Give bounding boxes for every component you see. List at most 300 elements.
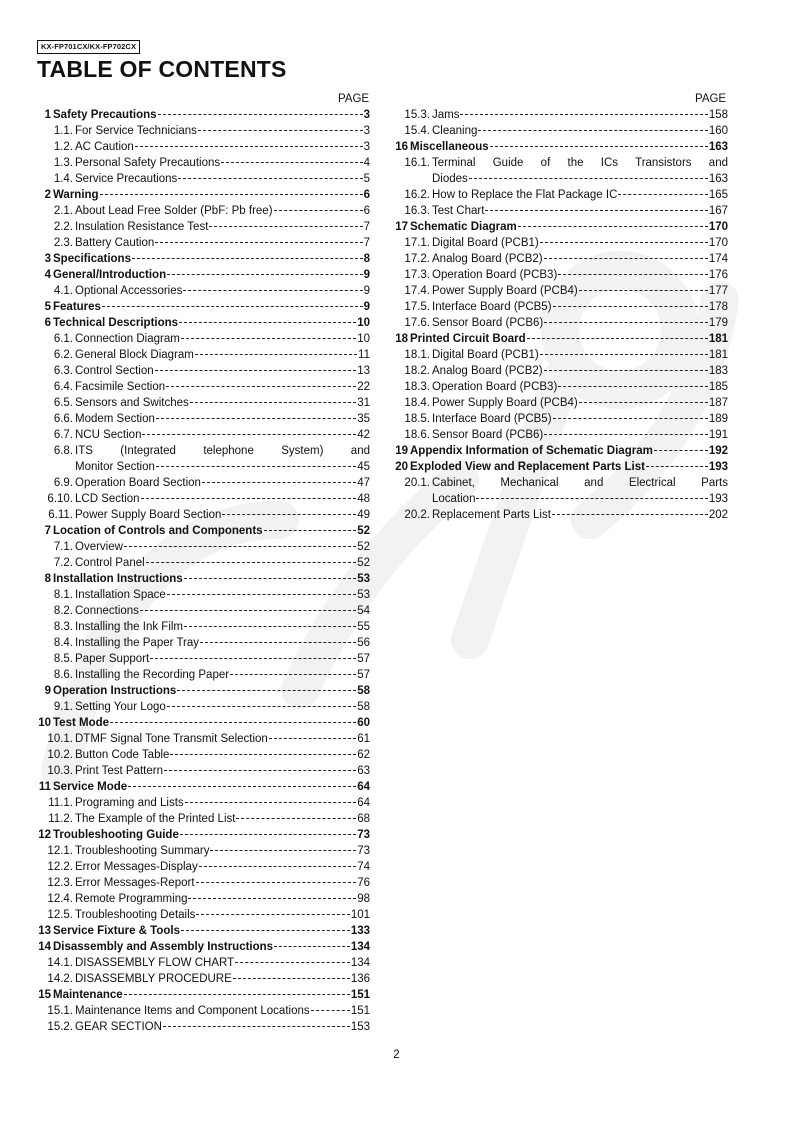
toc-number: 12.2. — [47, 861, 73, 873]
toc-section[interactable] — [37, 299, 370, 315]
toc-title: Sensor Board (PCB6) — [432, 317, 544, 329]
toc-page-number: 76 — [357, 877, 370, 889]
toc-title: Features — [53, 301, 101, 313]
toc-number: 2.2. — [53, 221, 73, 233]
toc-page-number: 101 — [350, 909, 370, 921]
toc-page-number: 35 — [357, 413, 370, 425]
toc-page-number: 53 — [357, 573, 370, 585]
toc-subsection[interactable] — [37, 379, 370, 395]
dot-leader — [200, 642, 356, 643]
toc-subsection[interactable] — [394, 315, 728, 331]
toc-subsection[interactable] — [394, 283, 728, 299]
toc-title: How to Replace the Flat Package IC — [432, 189, 618, 201]
toc-number: 17.5. — [404, 301, 430, 313]
toc-page-number: 61 — [357, 733, 370, 745]
dot-leader — [540, 242, 708, 243]
toc-number: 6.6. — [53, 413, 73, 425]
toc-title: The Example of the Printed List — [75, 813, 236, 825]
dot-leader — [478, 130, 707, 131]
toc-subsection[interactable] — [37, 139, 370, 155]
toc-title: Operation Instructions — [53, 685, 177, 697]
toc-page-number: 192 — [708, 445, 728, 457]
toc-section[interactable] — [37, 683, 370, 699]
toc-title: Setting Your Logo — [75, 701, 166, 713]
toc-page-number: 174 — [708, 253, 728, 265]
toc-subsection[interactable] — [394, 299, 728, 315]
toc-title: Cabinet, Mechanical and Electrical Parts — [432, 477, 728, 489]
model-number-tag: KX-FP701CX/KX-FP702CX — [37, 40, 140, 54]
toc-section[interactable] — [394, 219, 728, 235]
toc-number: 12.3. — [47, 877, 73, 889]
toc-subsection[interactable] — [37, 283, 370, 299]
toc-page-number: 133 — [350, 925, 370, 937]
dot-leader — [164, 770, 356, 771]
dot-leader — [170, 754, 356, 755]
dot-leader — [178, 178, 362, 179]
toc-title: General/Introduction — [53, 269, 167, 281]
toc-section[interactable] — [37, 267, 370, 283]
toc-title: Service Mode — [53, 781, 128, 793]
toc-number: 14.1. — [47, 957, 73, 969]
toc-subsection[interactable] — [37, 747, 370, 763]
toc-subsection[interactable] — [394, 235, 728, 251]
toc-subsection[interactable] — [37, 475, 370, 491]
toc-title: Jams — [432, 109, 460, 121]
toc-number: 15.2. — [47, 1021, 73, 1033]
toc-subsection[interactable] — [37, 971, 370, 987]
toc-number: 17.6. — [404, 317, 430, 329]
toc-title: Printed Circuit Board — [410, 333, 526, 345]
toc-subsection[interactable] — [394, 107, 728, 123]
toc-subsection[interactable] — [37, 427, 370, 443]
toc-subsection[interactable] — [37, 763, 370, 779]
toc-title: Service Precautions — [75, 173, 178, 185]
dot-leader — [469, 178, 708, 179]
toc-page-number: 3 — [363, 109, 370, 121]
toc-subsection[interactable] — [37, 507, 370, 523]
toc-title: DISASSEMBLY FLOW CHART — [75, 957, 235, 969]
toc-page-number: 163 — [708, 173, 728, 185]
toc-subsection[interactable] — [37, 491, 370, 507]
dot-leader — [544, 434, 708, 435]
toc-number: 7 — [44, 525, 51, 537]
dot-leader — [183, 290, 362, 291]
toc-number: 8.5. — [53, 653, 73, 665]
toc-subsection[interactable] — [394, 507, 728, 523]
dot-leader — [210, 850, 356, 851]
toc-title: Troubleshooting Summary — [75, 845, 210, 857]
toc-subsection[interactable] — [394, 267, 728, 283]
toc-page-number: 58 — [357, 685, 370, 697]
toc-page-number: 52 — [357, 557, 370, 569]
toc-number: 4.1. — [53, 285, 73, 297]
toc-subsection[interactable] — [394, 347, 728, 363]
toc-subsection[interactable] — [37, 891, 370, 907]
toc-page-number: 5 — [363, 173, 370, 185]
dot-leader — [646, 466, 708, 467]
toc-page-number: 153 — [350, 1021, 370, 1033]
toc-number: 6.7. — [53, 429, 73, 441]
toc-subsection[interactable] — [37, 235, 370, 251]
toc-title: Print Test Pattern — [75, 765, 163, 777]
toc-subsection[interactable] — [37, 539, 370, 555]
toc-subsection[interactable] — [37, 843, 370, 859]
toc-number: 14.2. — [47, 973, 73, 985]
toc-title: DISASSEMBLY PROCEDURE — [75, 973, 232, 985]
toc-page-number: 178 — [708, 301, 728, 313]
toc-number: 18.4. — [404, 397, 430, 409]
dot-leader — [128, 786, 356, 787]
toc-section[interactable] — [37, 523, 370, 539]
toc-subsection[interactable] — [37, 395, 370, 411]
toc-section[interactable] — [37, 251, 370, 267]
toc-section[interactable] — [37, 107, 370, 123]
toc-number: 13 — [38, 925, 51, 937]
dot-leader — [235, 962, 350, 963]
toc-page-number: 10 — [357, 333, 370, 345]
toc-subsection[interactable] — [394, 251, 728, 267]
toc-subsection[interactable] — [37, 907, 370, 923]
toc-title: Programing and Lists — [75, 797, 184, 809]
toc-title: Warning — [53, 189, 99, 201]
toc-title: Remote Programming — [75, 893, 188, 905]
toc-subsection[interactable] — [394, 155, 728, 187]
toc-page-number: 62 — [357, 749, 370, 761]
toc-subsection[interactable] — [37, 603, 370, 619]
toc-title: Error Messages-Display — [75, 861, 198, 873]
toc-number: 9.1. — [53, 701, 73, 713]
toc-number: 6.3. — [53, 365, 73, 377]
toc-number: 14 — [38, 941, 51, 953]
toc-subsection[interactable] — [37, 331, 370, 347]
dot-leader — [518, 226, 708, 227]
dot-leader — [158, 114, 363, 115]
toc-subsection[interactable] — [37, 171, 370, 187]
toc-page-number: 64 — [357, 781, 370, 793]
toc-number: 11.1. — [48, 797, 73, 809]
toc-number: 1.1. — [53, 125, 73, 137]
dot-leader — [185, 802, 357, 803]
toc-page-number: 98 — [357, 893, 370, 905]
toc-subsection[interactable] — [37, 123, 370, 139]
page-column-header-left: PAGE — [338, 93, 370, 105]
toc-title: General Block Diagram — [75, 349, 194, 361]
toc-page-number: 134 — [350, 941, 370, 953]
toc-title: Schematic Diagram — [410, 221, 517, 233]
toc-number: 10 — [38, 717, 51, 729]
dot-leader — [181, 338, 356, 339]
toc-subsection[interactable] — [37, 811, 370, 827]
toc-number: 6.5. — [53, 397, 73, 409]
toc-section[interactable] — [394, 139, 728, 155]
toc-number: 15.3. — [404, 109, 430, 121]
toc-subsection[interactable] — [394, 123, 728, 139]
toc-page-number: 9 — [363, 269, 370, 281]
toc-subsection[interactable] — [37, 667, 370, 683]
toc-subsection[interactable] — [37, 347, 370, 363]
toc-page-number: 160 — [708, 125, 728, 137]
toc-number: 9 — [44, 685, 51, 697]
dot-leader — [102, 306, 363, 307]
toc-title-continued: Diodes — [432, 173, 468, 185]
toc-number: 19 — [395, 445, 408, 457]
toc-page-number: 10 — [357, 317, 370, 329]
toc-title: Operation Board Section — [75, 477, 201, 489]
toc-number: 12 — [38, 829, 51, 841]
dot-leader — [132, 258, 363, 259]
toc-subsection[interactable] — [37, 555, 370, 571]
dot-leader — [544, 258, 708, 259]
dot-leader — [544, 322, 708, 323]
toc-title: Installing the Ink Film — [75, 621, 184, 633]
toc-page-number: 165 — [708, 189, 728, 201]
toc-number: 18.5. — [404, 413, 430, 425]
toc-page-number: 48 — [357, 493, 370, 505]
dot-leader — [195, 354, 357, 355]
toc-title: Control Panel — [75, 557, 145, 569]
toc-page-number: 181 — [708, 333, 728, 345]
dot-leader — [146, 562, 357, 563]
toc-subsection[interactable] — [37, 699, 370, 715]
toc-page-number: 187 — [708, 397, 728, 409]
toc-title: Error Messages-Report — [75, 877, 195, 889]
toc-page-number: 52 — [357, 525, 370, 537]
dot-leader — [140, 610, 356, 611]
toc-subsection[interactable] — [37, 651, 370, 667]
toc-subsection[interactable] — [37, 859, 370, 875]
toc-number: 15.1. — [47, 1005, 73, 1017]
dot-leader — [180, 834, 356, 835]
toc-number: 6.11. — [48, 509, 73, 521]
toc-title: Power Supply Board Section — [75, 509, 222, 521]
toc-number: 12.1. — [47, 845, 73, 857]
toc-page-number: 151 — [350, 989, 370, 1001]
dot-leader — [167, 274, 363, 275]
toc-subsection[interactable] — [394, 203, 728, 219]
toc-number: 1.2. — [53, 141, 73, 153]
dot-leader — [476, 498, 707, 499]
toc-page-number: 74 — [357, 861, 370, 873]
toc-page-number: 179 — [708, 317, 728, 329]
dot-leader — [179, 322, 356, 323]
toc-subsection[interactable] — [37, 619, 370, 635]
dot-leader — [163, 1026, 350, 1027]
dot-leader — [490, 146, 708, 147]
toc-number: 8.1. — [53, 589, 73, 601]
toc-number: 18.6. — [404, 429, 430, 441]
toc-title: Paper Support — [75, 653, 150, 665]
toc-subsection[interactable] — [37, 1019, 370, 1035]
toc-page-number: 134 — [350, 957, 370, 969]
toc-section[interactable] — [37, 315, 370, 331]
toc-column-right — [394, 107, 728, 523]
toc-subsection[interactable] — [394, 187, 728, 203]
toc-title: Exploded View and Replacement Parts List — [410, 461, 645, 473]
toc-subsection[interactable] — [37, 795, 370, 811]
toc-title: Safety Precautions — [53, 109, 157, 121]
toc-number: 18.2. — [404, 365, 430, 377]
toc-subsection[interactable] — [37, 955, 370, 971]
dot-leader — [110, 722, 356, 723]
toc-title: Analog Board (PCB2) — [432, 365, 543, 377]
toc-page-number: 47 — [357, 477, 370, 489]
toc-number: 6.4. — [53, 381, 73, 393]
dot-leader — [167, 706, 356, 707]
toc-number: 16.2. — [404, 189, 430, 201]
toc-section[interactable] — [37, 987, 370, 1003]
dot-leader — [150, 658, 356, 659]
dot-leader — [558, 274, 708, 275]
toc-subsection[interactable] — [37, 587, 370, 603]
toc-page-number: 6 — [363, 189, 370, 201]
toc-number: 15.4. — [404, 125, 430, 137]
toc-title: Replacement Parts List — [432, 509, 551, 521]
toc-section[interactable] — [37, 187, 370, 203]
toc-subsection[interactable] — [394, 379, 728, 395]
toc-subsection[interactable] — [394, 475, 728, 507]
toc-title: Overview — [75, 541, 123, 553]
dot-leader — [269, 738, 356, 739]
toc-title: Connections — [75, 605, 139, 617]
dot-leader — [579, 402, 708, 403]
toc-page-number: 45 — [357, 461, 370, 473]
toc-number: 6 — [44, 317, 51, 329]
dot-leader — [230, 674, 356, 675]
toc-section[interactable] — [37, 715, 370, 731]
toc-title: Operation Board (PCB3) — [432, 269, 558, 281]
dot-leader — [540, 354, 708, 355]
toc-number: 4 — [44, 269, 51, 281]
toc-number: 7.2. — [53, 557, 73, 569]
toc-page-number: 170 — [708, 221, 728, 233]
dot-leader — [264, 530, 357, 531]
dot-leader — [579, 290, 708, 291]
toc-number: 8.3. — [53, 621, 73, 633]
toc-subsection[interactable] — [37, 203, 370, 219]
dot-leader — [553, 306, 708, 307]
dot-leader — [156, 418, 356, 419]
dot-leader — [155, 370, 357, 371]
toc-number: 1.3. — [53, 157, 73, 169]
toc-section[interactable] — [37, 571, 370, 587]
toc-number: 5 — [44, 301, 51, 313]
toc-page-number: 42 — [357, 429, 370, 441]
toc-title: Miscellaneous — [410, 141, 489, 153]
page-number: 2 — [393, 1049, 400, 1061]
toc-page-number: 73 — [357, 829, 370, 841]
dot-leader — [274, 946, 350, 947]
dot-leader — [544, 370, 708, 371]
toc-page-number: 31 — [357, 397, 370, 409]
toc-title: Maintenance Items and Component Locations — [75, 1005, 310, 1017]
toc-title: About Lead Free Solder (PbF: Pb free) — [75, 205, 273, 217]
toc-title: GEAR SECTION — [75, 1021, 162, 1033]
dot-leader — [142, 434, 356, 435]
toc-page-number: 57 — [357, 669, 370, 681]
toc-title: AC Caution — [75, 141, 134, 153]
toc-subsection[interactable] — [37, 411, 370, 427]
toc-page-number: 185 — [708, 381, 728, 393]
toc-title: Service Fixture & Tools — [53, 925, 180, 937]
toc-number: 20.2. — [404, 509, 430, 521]
toc-subsection[interactable] — [394, 363, 728, 379]
dot-leader — [198, 130, 363, 131]
toc-number: 16.3. — [404, 205, 430, 217]
toc-title: Connection Diagram — [75, 333, 180, 345]
toc-title: For Service Technicians — [75, 125, 197, 137]
toc-number: 20.1. — [404, 477, 430, 489]
toc-section[interactable] — [37, 779, 370, 795]
toc-page-number: 56 — [357, 637, 370, 649]
toc-page-number: 9 — [363, 301, 370, 313]
dot-leader — [184, 578, 356, 579]
toc-title: Personal Safety Precautions — [75, 157, 221, 169]
toc-section[interactable] — [37, 923, 370, 939]
toc-subsection[interactable] — [37, 875, 370, 891]
toc-subsection[interactable] — [37, 1003, 370, 1019]
toc-subsection[interactable] — [37, 731, 370, 747]
toc-number: 12.5. — [47, 909, 73, 921]
toc-title: Digital Board (PCB1) — [432, 349, 539, 361]
toc-page-number: 151 — [350, 1005, 370, 1017]
toc-title-continued: Location — [432, 493, 476, 505]
toc-section[interactable] — [37, 827, 370, 843]
toc-number: 18.3. — [404, 381, 430, 393]
toc-title: NCU Section — [75, 429, 142, 441]
toc-title: Operation Board (PCB3) — [432, 381, 558, 393]
dot-leader — [311, 1010, 350, 1011]
toc-subsection[interactable] — [394, 427, 728, 443]
toc-number: 2 — [44, 189, 51, 201]
toc-section[interactable] — [37, 939, 370, 955]
toc-subsection[interactable] — [394, 411, 728, 427]
toc-page-number: 60 — [357, 717, 370, 729]
toc-section[interactable] — [394, 459, 728, 475]
dot-leader — [274, 210, 363, 211]
toc-page-number: 68 — [357, 813, 370, 825]
toc-page-number: 8 — [363, 253, 370, 265]
dot-leader — [221, 162, 362, 163]
toc-section[interactable] — [394, 443, 728, 459]
toc-subsection[interactable] — [37, 155, 370, 171]
toc-number: 8.4. — [53, 637, 73, 649]
dot-leader — [167, 594, 356, 595]
toc-section[interactable] — [394, 331, 728, 347]
toc-page-number: 49 — [357, 509, 370, 521]
toc-title-continued: Monitor Section — [75, 461, 155, 473]
toc-subsection[interactable] — [37, 635, 370, 651]
dot-leader — [155, 242, 362, 243]
toc-number: 10.2. — [47, 749, 73, 761]
toc-title: Facsimile Section — [75, 381, 166, 393]
dot-leader — [527, 338, 708, 339]
dot-leader — [181, 930, 350, 931]
toc-page-number: 73 — [357, 845, 370, 857]
toc-page-number: 64 — [357, 797, 370, 809]
toc-page-number: 177 — [708, 285, 728, 297]
dot-leader — [124, 546, 356, 547]
toc-page-number: 136 — [350, 973, 370, 985]
toc-page-number: 52 — [357, 541, 370, 553]
toc-title: Modem Section — [75, 413, 155, 425]
toc-page-number: 22 — [357, 381, 370, 393]
toc-subsection[interactable] — [37, 363, 370, 379]
toc-page-number: 9 — [363, 285, 370, 297]
toc-subsection[interactable] — [37, 219, 370, 235]
toc-subsection[interactable] — [394, 395, 728, 411]
toc-number: 10.1. — [47, 733, 73, 745]
toc-subsection[interactable] — [37, 443, 370, 475]
